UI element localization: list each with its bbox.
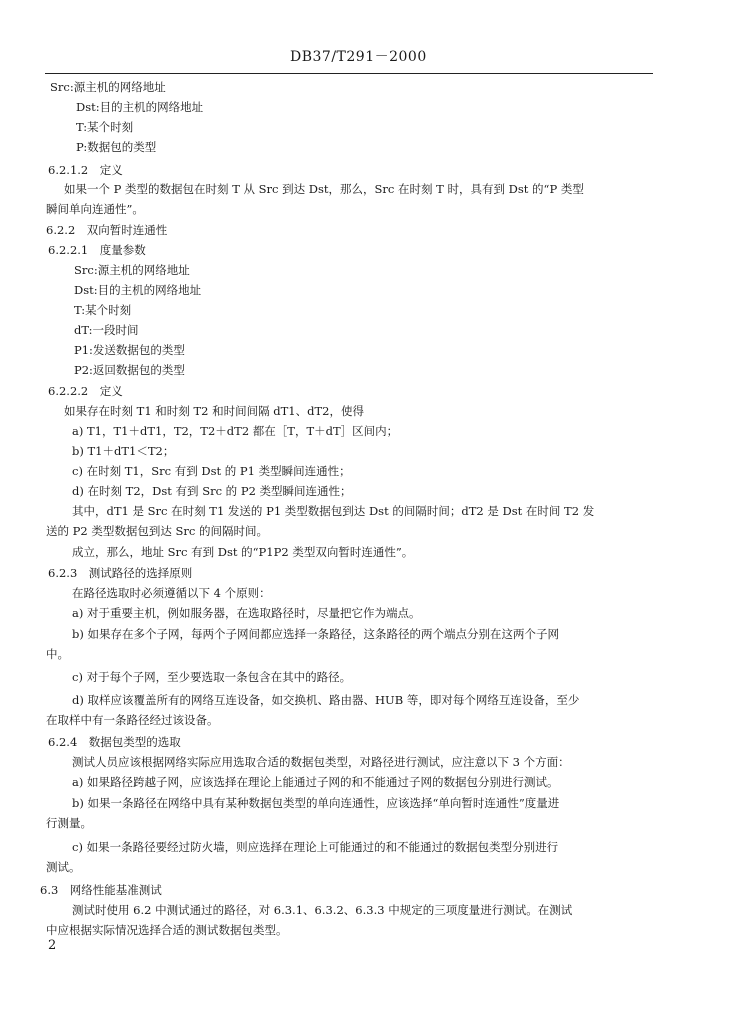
text-line: 中。 — [46, 647, 69, 661]
text-line: 测试。 — [46, 860, 81, 874]
section-heading: 6.3 网络性能基准测试 — [40, 883, 162, 897]
section-heading: 6.2.2.2 定义 — [48, 384, 123, 398]
text-line: dT:一段时间 — [74, 323, 139, 337]
text-line: P:数据包的类型 — [76, 140, 157, 154]
text-line: 行测量。 — [46, 816, 92, 830]
list-item: d) 取样应该覆盖所有的网络互连设备，如交换机、路由器、HUB 等，即对每个网络互连设备，至少 — [72, 693, 580, 707]
text-line: T:某个时刻 — [74, 303, 132, 317]
text-line: T:某个时刻 — [76, 120, 134, 134]
text-line: P1:发送数据包的类型 — [74, 343, 185, 357]
text-line: 成立，那么，地址 Src 有到 Dst 的“P1P2 类型双向暂时连通性”。 — [72, 545, 414, 559]
text-line: 送的 P2 类型数据包到达 Src 的间隔时间。 — [46, 524, 268, 538]
text-line: Src:源主机的网络地址 — [50, 80, 166, 94]
text-line: 在取样中有一条路径经过该设备。 — [46, 713, 219, 727]
section-heading: 6.2.3 测试路径的选择原则 — [48, 566, 193, 580]
text-line: 测试人员应该根据网络实际应用选取合适的数据包类型，对路径进行测试，应注意以下 3 个方面： — [72, 755, 570, 769]
page-number: 2 — [48, 938, 57, 953]
section-heading: 6.2.2.1 度量参数 — [48, 243, 146, 257]
list-item: a) 如果路径跨越子网，应该选择在理论上能通过子网的和不能通过子网的数据包分别进行测试。 — [72, 775, 559, 789]
text-line: 测试时使用 6.2 中测试通过的路径，对 6.3.1、6.3.2、6.3.3 中规定的三项度量进行测试。在测试 — [72, 903, 573, 917]
text-line: 如果存在时刻 T1 和时刻 T2 和时间间隔 dT1、dT2，使得 — [64, 404, 364, 418]
section-heading: 6.2.1.2 定义 — [48, 163, 123, 177]
text-line: 瞬间单向连通性”。 — [46, 202, 144, 216]
list-item: c) 在时刻 T1，Src 有到 Dst 的 P1 类型瞬间连通性； — [72, 464, 351, 478]
text-line: Dst:目的主机的网络地址 — [76, 100, 204, 114]
text-line: 在路径选取时必须遵循以下 4 个原则： — [72, 586, 271, 600]
text-line: P2:返回数据包的类型 — [74, 363, 185, 377]
header-rule — [45, 73, 653, 74]
list-item: a) 对于重要主机，例如服务器，在选取路径时，尽量把它作为端点。 — [72, 606, 421, 620]
text-line: 如果一个 P 类型的数据包在时刻 T 从 Src 到达 Dst，那么，Src 在时刻 T 时，具有到 Dst 的“P 类型 — [64, 182, 584, 196]
list-item: c) 对于每个子网，至少要选取一条包含在其中的路径。 — [72, 670, 352, 684]
list-item: a) T1，T1＋dT1，T2，T2＋dT2 都在［T，T＋dT］区间内； — [72, 424, 399, 438]
list-item: b) 如果一条路径在网络中具有某种数据包类型的单向连通性，应该选择“单向暂时连通性”度量进 — [72, 796, 560, 810]
text-line: Src:源主机的网络地址 — [74, 263, 190, 277]
document-code-header: DB37/T291－2000 — [290, 49, 427, 65]
section-heading: 6.2.4 数据包类型的选取 — [48, 735, 181, 749]
section-heading: 6.2.2 双向暂时连通性 — [46, 223, 168, 237]
text-line: Dst:目的主机的网络地址 — [74, 283, 202, 297]
list-item: c) 如果一条路径要经过防火墙，则应选择在理论上可能通过的和不能通过的数据包类型分别进行 — [72, 840, 559, 854]
list-item: b) T1＋dT1＜T2； — [72, 444, 175, 458]
text-line: 中应根据实际情况选择合适的测试数据包类型。 — [46, 923, 288, 937]
text-line: 其中，dT1 是 Src 在时刻 T1 发送的 P1 类型数据包到达 Dst 的间隔时间；dT2 是 Dst 在时间 T2 发 — [72, 504, 595, 518]
list-item: d) 在时刻 T2，Dst 有到 Src 的 P2 类型瞬间连通性； — [72, 484, 352, 498]
list-item: b) 如果存在多个子网，每两个子网间都应选择一条路径，这条路径的两个端点分别在这两个子网 — [72, 627, 559, 641]
